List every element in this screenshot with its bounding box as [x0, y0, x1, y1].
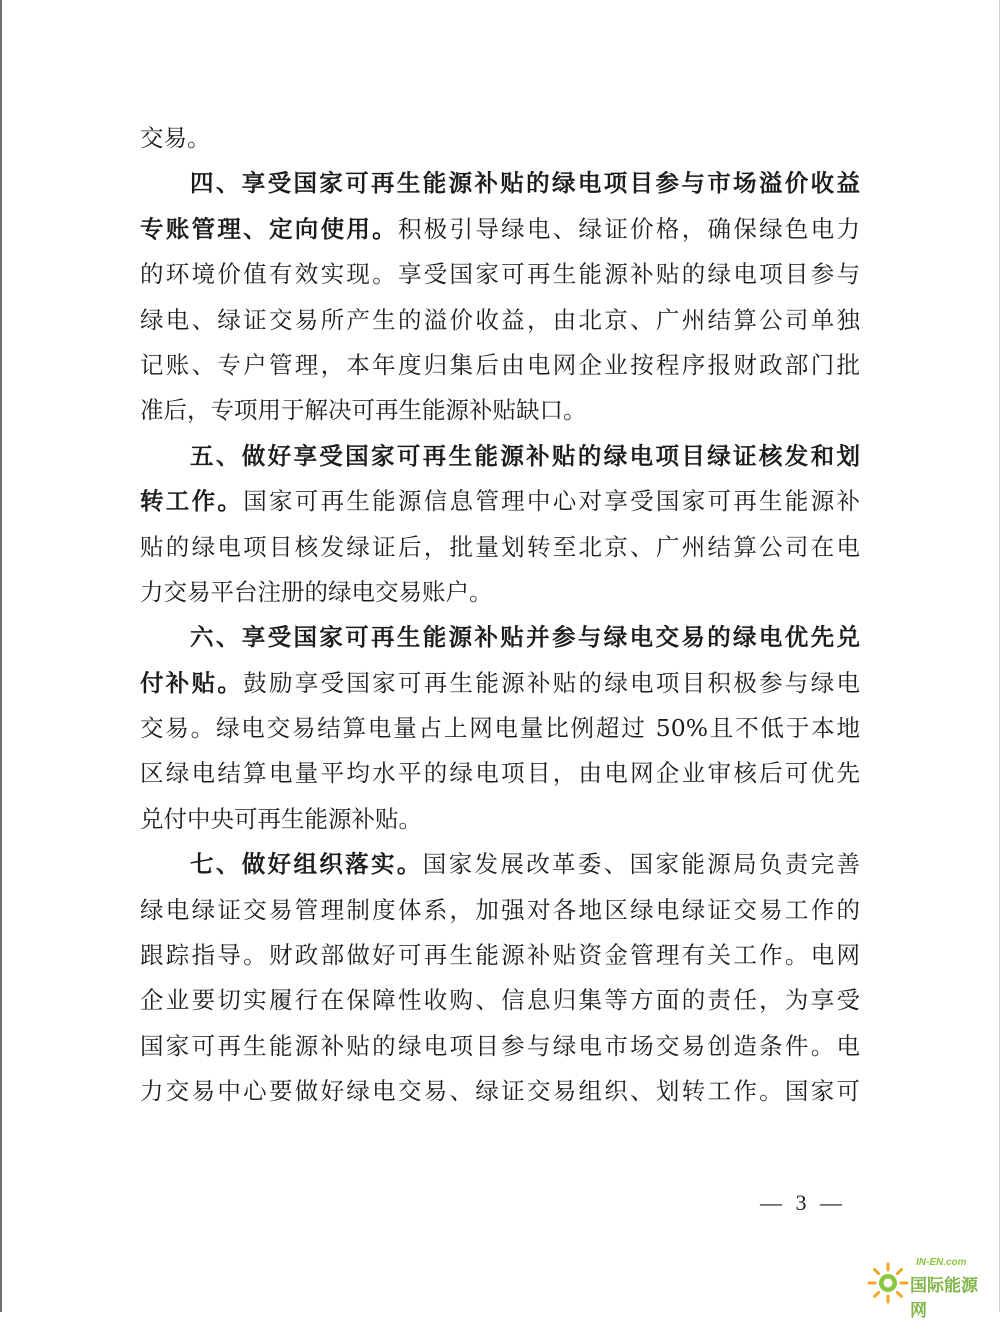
text-line: 区绿电结算电量平均水平的绿电项目，由电网企业审核后可优先	[140, 759, 860, 788]
section-heading-4	[140, 161, 860, 206]
text-line: 企业要切实履行在保障性收购、信息归集等方面的责任，为享受	[140, 986, 860, 1015]
text-line: 准后，专项用于解决可再生能源补贴缺口。	[140, 396, 587, 425]
sun-logo-icon	[866, 1261, 910, 1305]
text-line: 国家可再生能源补贴的绿电项目参与绿电市场交易创造条件。电	[140, 1031, 860, 1060]
section-heading-6	[140, 615, 860, 660]
text-line: 绿电绿证交易管理制度体系，加强对各地区绿电绿证交易工作的	[140, 895, 860, 924]
section-heading-5	[140, 434, 860, 479]
text-line: 转工作。国家可再生能源信息管理中心对享受国家可再生能源补	[140, 487, 861, 516]
watermark-name: 国际能源网	[910, 1276, 978, 1321]
text-line: 力交易平台注册的绿电交易账户。	[140, 577, 493, 606]
text-line: 贴的绿电项目核发绿证后，批量划转至北京、广州结算公司在电	[140, 532, 860, 561]
text-line: 绿电、绿证交易所产生的溢价收益，由北京、广州结算公司单独	[140, 305, 860, 334]
text-line: 兑付中央可再生能源补贴。	[140, 804, 422, 833]
page-number: — 3 —	[760, 1190, 846, 1215]
text-line: 力交易中心要做好绿电交易、绿证交易组织、划转工作。国家可	[140, 1077, 860, 1106]
text-line: 跟踪指导。财政部做好可再生能源补贴资金管理有关工作。电网	[140, 941, 860, 970]
text-line: 付补贴。鼓励享受国家可再生能源补贴的绿电项目积极参与绿电	[140, 668, 861, 697]
heading-text: 六、享受国家可再生能源补贴并参与绿电交易的绿电优先兑	[190, 623, 860, 652]
text-line: 的环境价值有效实现。享受国家可再生能源补贴的绿电项目参与	[140, 260, 860, 289]
page-left-edge	[0, 0, 2, 1312]
text-line: 交易。绿电交易结算电量占上网电量比例超过 50%且不低于本地	[140, 714, 860, 743]
text-line: 专账管理、定向使用。积极引导绿电、绿证价格，确保绿色电力	[140, 214, 861, 243]
heading-text: 四、享受国家可再生能源补贴的绿电项目参与市场溢价收益	[190, 169, 860, 198]
text-line: 交易。	[140, 124, 211, 152]
heading-text: 付补贴。	[140, 668, 244, 697]
document-body	[140, 116, 860, 1115]
heading-text: 五、做好享受国家可再生能源补贴的绿电项目绿证核发和划	[190, 441, 860, 470]
section-heading-7: 七、做好组织落实。国家发展改革委、国家能源局负责完善	[190, 850, 861, 879]
heading-text: 七、做好组织落实。	[190, 850, 423, 879]
watermark	[866, 1255, 994, 1321]
text-line: 记账、专户管理，本年度归集后由电网企业按程序报财政部门批	[140, 350, 860, 379]
heading-text: 转工作。	[140, 487, 244, 516]
watermark-domain: IN-EN.com	[916, 1257, 967, 1268]
heading-text: 专账管理、定向使用。	[140, 214, 398, 243]
